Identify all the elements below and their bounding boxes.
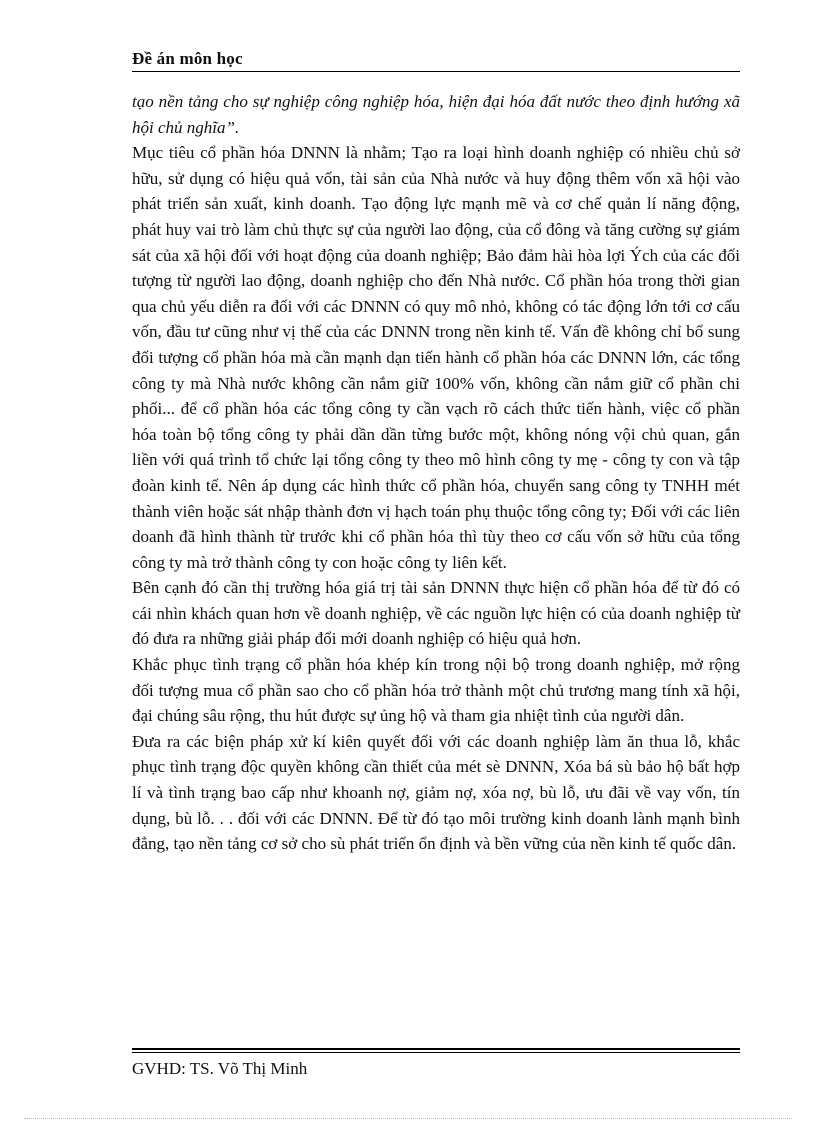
paragraph-closed-equitization: Khắc phục tình trạng cổ phần hóa khép kín trong nội bộ trong doanh nghiệp, mở rộng đối tượng mua cổ phần sao cho cổ phần hóa trở thành một chủ trương mang tính xã hội, đại chúng sâu rộng, thu hút được sự ủng hộ và tham gia nhiệt tình của người dân. bbox=[132, 655, 740, 726]
footer-advisor: GVHD: TS. Võ Thị Minh bbox=[132, 1059, 308, 1078]
page-footer bbox=[132, 1048, 740, 1088]
footer-rule-thick bbox=[132, 1048, 740, 1050]
paragraph-objectives: Mục tiêu cổ phần hóa DNNN là nhằm; Tạo ra loại hình doanh nghiệp có nhiều chủ sở hữu, sử dụng có hiệu quả vốn, tài sản của Nhà nước và huy động thêm vốn xã hội vào phát triển sản xuất, kinh doanh. Tạo động lực mạnh mẽ và cơ chế quản lí năng động, phát huy vai trò làm chủ thực sự của người lao động, của cổ đông và tăng cường sự giám sát của xã hội đối với hoạt động của doanh nghiệp; Bảo đảm hài hòa lợi Ých của các đối tượng từ người lao động, doanh nghiệp cho đến Nhà nước. Cổ phần hóa trong thời gian qua chủ yếu diễn ra đối với các DNNN có quy mô nhỏ, không có tác động lớn tới cơ cấu vốn, đầu tư cũng như vị thế của các DNNN trong nền kinh tế. Vấn đề không chỉ bổ sung đối tượng cổ phần hóa mà cần mạnh dạn tiến hành cổ phần hóa các DNNN lớn, các tổng công ty mà Nhà nước không cần nắm giữ 100% vốn, không cần nắm giữ cổ phần chi phối... để cổ phần hóa các tổng công ty cần vạch rõ cách thức tiến hành, việc cổ phần hóa toàn bộ tổng công ty phải dần dần từng bước một, không nóng vội chủ quan, gắn liền với quá trình tổ chức lại tổng công ty theo mô hình công ty mẹ - công ty con và tập đoàn kinh tế. Nên áp dụng các hình thức cổ phần hóa, chuyển sang công ty TNHH mét thành viên hoặc sát nhập thành đơn vị hạch toán phụ thuộc tổng công ty; Đối với các liên doanh đã hình thành từ trước khi cổ phần hóa thì tùy theo cơ cấu vốn sở hữu của tổng công ty mà trở thành công ty con hoặc công ty liên kết. bbox=[132, 143, 740, 572]
document-body bbox=[132, 89, 740, 857]
header-title: Đề án môn học bbox=[132, 49, 243, 68]
paragraph-loss-making-measures: Đưa ra các biện pháp xử kí kiên quyết đối với các doanh nghiệp làm ăn thua lỗ, khắc phục tình trạng độc quyền không cần thiết của mét sè DNNN, Xóa bá sù bảo hộ bất hợp lí và tình trạng bao cấp như khoanh nợ, giảm nợ, xóa nợ, bù lỗ, ưu đãi về vay vốn, tín dụng, bù lỗ. . . đối với các DNNN. Để từ đó tạo môi trường kinh doanh lành mạnh bình đẳng, tạo nền tảng cơ sở cho sù phát triển ổn định và bền vững của nền kinh tế quốc dân. bbox=[132, 731, 740, 854]
footer-rule-thin bbox=[132, 1052, 740, 1053]
paragraph-asset-valuation: Bên cạnh đó cần thị trường hóa giá trị tài sản DNNN thực hiện cổ phần hóa để từ đó có cái nhìn khách quan hơn về doanh nghiệp, về các nguồn lực hiện có của doanh nghiệp từ đó đưa ra những giải pháp đổi mới doanh nghiệp có hiệu quả hơn. bbox=[132, 578, 740, 649]
page-header bbox=[132, 49, 740, 75]
paragraph-intro-quote: tạo nền tảng cho sự nghiệp công nghiệp hóa, hiện đại hóa đất nước theo định hướng xã hội chủ nghĩa”. bbox=[132, 92, 740, 137]
page-bottom-edge bbox=[24, 1118, 792, 1119]
header-rule bbox=[132, 71, 740, 72]
